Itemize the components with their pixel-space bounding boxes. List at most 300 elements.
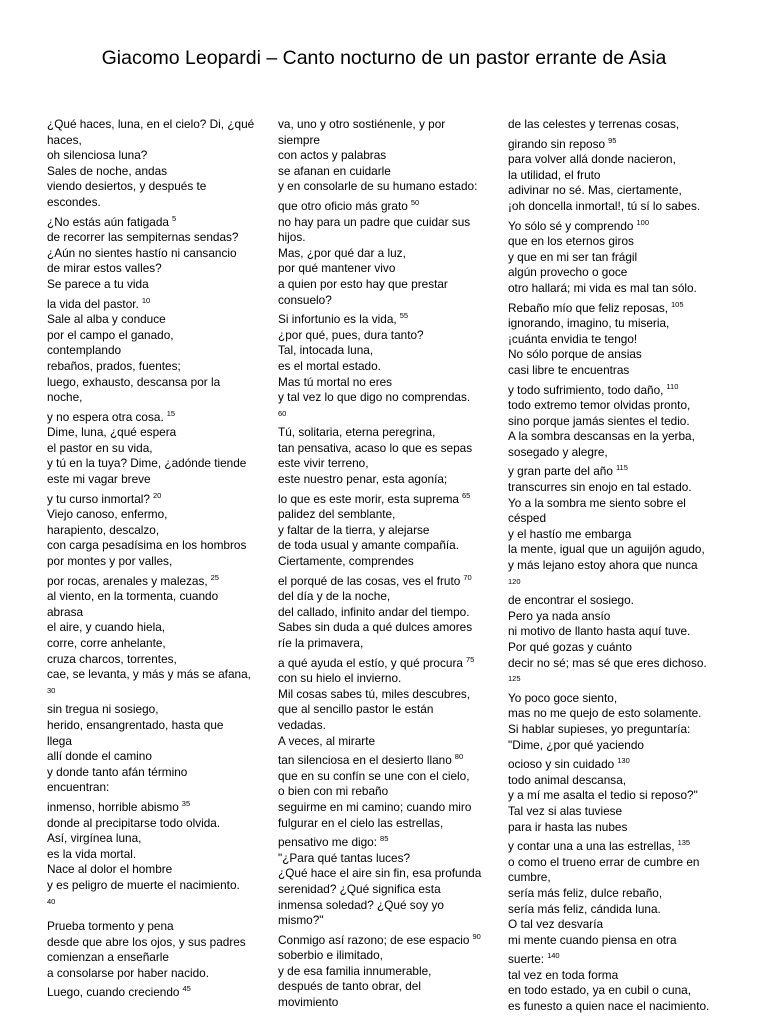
poem-line-text: rebaños, prados, fuentes; [47, 358, 181, 373]
poem-line-text: el porqué de las cosas, ves el fruto [278, 573, 461, 588]
poem-line-text: sino porque jamás sientes el tedio. [508, 413, 690, 428]
poem-line [508, 152, 726, 168]
poem-line [508, 168, 726, 184]
line-number: 5 [171, 213, 177, 223]
poem-line [278, 948, 490, 964]
poem-line [508, 609, 726, 625]
poem-line-text: este mi vagar breve [47, 472, 151, 487]
line-number: 105 [671, 299, 684, 309]
poem-line-text: ¡oh doncella inmortal!, tú sí lo sabes. [508, 198, 701, 213]
poem-line-text: que otro oficio más grato [278, 198, 408, 213]
poem-line [47, 293, 262, 313]
poem-line [278, 507, 490, 523]
poem-line [508, 933, 726, 949]
poem-line-text: cumbre, [508, 870, 551, 885]
poem-line-text: o como el trueno errar de cumbre en [508, 854, 700, 869]
poem-line [47, 605, 262, 621]
poem-line [508, 773, 726, 789]
poem-line [278, 652, 490, 672]
poem-line [47, 312, 262, 328]
poem-line [47, 133, 262, 149]
poem-line [47, 862, 262, 878]
poem-line [47, 718, 262, 734]
poem-line-text: este vivir terreno, [278, 456, 369, 471]
poem-line-text: Conmigo así razono; de ese espacio [278, 932, 470, 947]
poem-line [278, 831, 490, 851]
poem-line [508, 788, 726, 804]
poem-line-text: a quien por esto hay que prestar [278, 276, 448, 291]
poem-line [278, 605, 490, 621]
poem-line-text: comienzan a enseñarle [47, 950, 169, 965]
poem-line [278, 441, 490, 457]
poem-line [508, 117, 726, 133]
poem-line [508, 835, 726, 855]
page-title: Giacomo Leopardi – Canto nocturno de un pastor errante de Asia [101, 47, 667, 69]
poem-line-text: es la vida mortal. [47, 846, 137, 861]
poem-line-text: harapiento, descalzo, [47, 522, 160, 537]
poem-line [47, 919, 262, 935]
poem-line-text: escondes. [47, 194, 101, 209]
line-number: 35 [181, 798, 191, 808]
poem-line [47, 246, 262, 262]
line-number: 85 [380, 834, 389, 844]
poem-line-text: llega [47, 733, 72, 748]
poem-line [278, 784, 490, 800]
poem-line-text: A la sombra descansas en la yerba, [508, 429, 695, 444]
poem-line [47, 538, 262, 554]
poem-line [47, 261, 262, 277]
poem-line [278, 769, 490, 785]
poem-line-text: el pastor en su vida, [47, 440, 153, 455]
poem-line [278, 995, 490, 1011]
poem-line-text: y en consolarle de su humano estado: [278, 179, 478, 194]
poem-line-text: Por qué gozas y cuánto [508, 640, 632, 654]
poem-line [47, 847, 262, 863]
poem-line [508, 820, 726, 836]
poem-line-text: inmensa soledad? ¿Qué soy yo [278, 897, 444, 912]
poem-line-text: mi mente cuando piensa en otra [508, 932, 677, 947]
poem-line [47, 570, 262, 590]
poem-line-text: y es peligro de muerte el nacimiento. [47, 877, 240, 892]
poem-line [47, 179, 262, 195]
line-number: 135 [677, 838, 691, 848]
poem-line-text: Dime, luna, ¿qué espera [47, 425, 177, 440]
poem-line [508, 738, 726, 754]
poem-line-text: el aire, y cuando hiela, [47, 620, 166, 635]
poem-line-text: y tu curso inmortal? [47, 491, 150, 506]
poem-line-text: de recorrer las sempiternas sendas? [47, 230, 239, 245]
poem-line [278, 749, 490, 769]
poem-line-text: serenidad? ¿Qué significa esta [278, 881, 441, 896]
poem-line-text: de toda usual y amante compañía. [278, 538, 460, 553]
line-number: 45 [182, 984, 191, 994]
poem-line-text: Sales de noche, andas [47, 163, 168, 178]
poem-line [47, 749, 262, 765]
poem-line [47, 343, 262, 359]
poem-line-text: cae, se levanta, y más y más se afana, [47, 667, 251, 682]
poem-line-text: y tal vez lo que digo no comprendas. [278, 390, 471, 405]
poem-line [47, 359, 262, 375]
poem-line-text: ¿Qué haces, luna, en el cielo? Di, ¿qué [47, 117, 255, 131]
poem-line-text: va, uno y otro sostiénenle, y por [278, 117, 446, 131]
poem-line [278, 964, 490, 980]
poem-line-text: Así, virgínea luna, [47, 831, 142, 846]
poem-line [278, 866, 490, 882]
poem-line-text: Prueba tormento y pena [47, 919, 174, 934]
poem-line [278, 456, 490, 472]
poem-line-text: y a mí me asalta el tedio si reposo?" [508, 788, 698, 803]
poem-line [508, 983, 726, 999]
poem-line-text: hijos. [278, 230, 306, 245]
poem-line [278, 538, 490, 554]
poem-line-text: ¿Aún no sientes hastío ni cansancio [47, 245, 237, 260]
poem-line [278, 148, 490, 164]
poem-line-text: y el hastío me embarga [508, 526, 632, 541]
line-number [508, 671, 726, 691]
poem-line-text: Mas tú mortal no eres [278, 374, 393, 389]
poem-line-text: o bien con mi rebaño [278, 784, 389, 799]
poem-line-text: Mas, ¿por qué dar a luz, [278, 245, 406, 260]
poem-line-text: con su hielo el invierno. [278, 671, 402, 686]
poem-line [508, 281, 726, 297]
poem-line [508, 558, 726, 574]
poem-line-text: es el mortal estado. [278, 358, 381, 373]
poem-line [47, 164, 262, 180]
poem-line-text: por el campo el ganado, [47, 327, 174, 342]
poem-line [508, 902, 726, 918]
poem-line [278, 277, 490, 293]
poem-line-text: palidez del semblante, [278, 507, 396, 522]
poem-line-text: movimiento [278, 995, 339, 1010]
poem-line [508, 511, 726, 527]
poem-line [508, 133, 726, 153]
poem-line-text: ocioso y sin cuidado [508, 757, 615, 772]
line-number: 100 [636, 217, 649, 227]
poem-line-text: transcurres sin enojo en tal estado. [508, 480, 692, 495]
poem-line [47, 425, 262, 441]
poem-line-text: la mente, igual que un aguijón agudo, [508, 542, 705, 557]
poem-line-text: por montes y por valles, [47, 554, 173, 569]
poem-line-text: otro hallará; mi vida es mal tan sólo. [508, 280, 697, 295]
poem-column-1 [47, 117, 262, 1001]
poem-line [47, 831, 262, 847]
poem-line-text: de las celestes y terrenas cosas, [508, 117, 680, 131]
line-number-label: 30 [47, 685, 56, 695]
poem-line [508, 234, 726, 250]
poem-line-text: sería más feliz, dulce rebaño, [508, 885, 663, 900]
poem-line [508, 398, 726, 414]
line-number [47, 894, 262, 914]
line-number: 140 [547, 951, 560, 961]
line-number: 25 [210, 572, 219, 582]
poem-line [47, 589, 262, 605]
poem-line [508, 250, 726, 266]
poem-line-text: después de tanto obrar, del [278, 979, 421, 994]
poem-line [508, 527, 726, 543]
poem-line [47, 117, 262, 133]
poem-line [278, 702, 490, 718]
poem-line [278, 929, 490, 949]
poem-line [508, 948, 726, 968]
poem-line-text: A veces, al mirarte [278, 733, 376, 748]
poem-line-text: y faltar de la tierra, y alejarse [278, 522, 430, 537]
poem-line-text: Sale al alba y conduce [47, 312, 166, 327]
poem-line [508, 480, 726, 496]
poem-line [508, 917, 726, 933]
poem-line-text: "Dime, ¿por qué yaciendo [508, 737, 644, 752]
poem-line-text: de encontrar el sosiego. [508, 593, 634, 608]
poem-line-text: la vida del pastor. [47, 296, 139, 311]
poem-line-text: Tú, solitaria, eterna peregrina, [278, 425, 436, 440]
poem-line-text: donde al precipitarse todo olvida. [47, 815, 221, 830]
poem-line [47, 328, 262, 344]
poem-line [278, 898, 490, 914]
poem-line-text: y que en mi ser tan frágil [508, 249, 638, 264]
poem-line [47, 935, 262, 951]
poem-line-text: es funesto a quien nace el nacimiento. [508, 999, 710, 1014]
poem-line-text: desde que abre los ojos, y sus padres [47, 934, 246, 949]
poem-line-text: Luego, cuando creciendo [47, 985, 180, 1000]
poem-line-text: Nace al dolor el hombre [47, 862, 173, 877]
poem-line [47, 734, 262, 750]
poem-line-text: Pero ya nada ansío [508, 608, 611, 623]
poem-line-text: todo animal descansa, [508, 772, 627, 787]
poem-line [278, 328, 490, 344]
poem-line-text: Sabes sin duda a qué dulces amores [278, 620, 473, 635]
poem-line [508, 414, 726, 430]
poem-line-text: soberbio e ilimitado, [278, 948, 383, 963]
poem-line-text: ríe la primavera, [278, 636, 364, 650]
poem-line-text: y más lejano estoy ahora que nunca [508, 558, 698, 573]
poem-line [47, 277, 262, 293]
line-number: 80 [454, 752, 464, 762]
poem-line-text: suerte: [508, 952, 545, 967]
poem-line-text: encuentran: [47, 780, 110, 795]
poem-line-text: pensativo me digo: [278, 835, 378, 850]
poem-column-3 [508, 117, 726, 1015]
line-number-label: 120 [508, 576, 521, 586]
line-number: 95 [608, 135, 617, 145]
poem-line-text: Tal vez si alas tuviese [508, 803, 623, 818]
poem-line [278, 734, 490, 750]
poem-line [47, 554, 262, 570]
poem-line-text: del día y de la noche, [278, 589, 391, 604]
poem-line-text: ni motivo de llanto hasta aquí tuve. [508, 624, 691, 639]
poem-line [278, 195, 490, 215]
poem-line [508, 429, 726, 445]
poem-line [508, 593, 726, 609]
poem-line-text: la utilidad, el fruto [508, 167, 601, 182]
poem-line-text: fulgurar en el cielo las estrellas, [278, 815, 444, 830]
poem-line-text: abrasa [47, 604, 84, 619]
poem-line-text: al viento, en la tormenta, cuando [47, 589, 219, 604]
poem-line [278, 620, 490, 636]
line-number: 55 [399, 311, 409, 321]
poem-line [278, 343, 490, 359]
poem-line-text: lo que es este morir, esta suprema [278, 491, 459, 506]
poem-line [278, 851, 490, 867]
poem-line [47, 702, 262, 718]
poem-line-text: en todo estado, ya en cubil o cuna, [508, 983, 691, 998]
poem-line [278, 979, 490, 995]
line-number-label: 40 [47, 896, 56, 906]
poem-line [278, 800, 490, 816]
poem-line-text: tan pensativa, acaso lo que es sepas [278, 440, 473, 455]
poem-line [508, 183, 726, 199]
poem-line-text: que en su confín se une con el cielo, [278, 768, 470, 783]
poem-line-text: allí donde el camino [47, 749, 152, 764]
poem-line [278, 488, 490, 508]
poem-line-text: y gran parte del año [508, 464, 613, 479]
poem-line-text: no hay para un padre que cuidar sus [278, 214, 471, 229]
poem-line-text: ¿No estás aún fatigada [47, 214, 169, 229]
poem-line-text: sin tregua ni sosiego, [47, 702, 159, 717]
poem-line-text: inmenso, horrible abismo [47, 799, 179, 814]
poem-line-text: sosegado y alegre, [508, 444, 608, 459]
poem-line-text: césped [508, 511, 547, 526]
poem-line [47, 390, 262, 406]
poem-line-text: girando sin reposo [508, 136, 606, 151]
poem-line [278, 425, 490, 441]
poem-line-text: se afanan en cuidarle [278, 163, 391, 178]
poem-line [47, 620, 262, 636]
poem-line [278, 570, 490, 590]
poem-line [47, 780, 262, 796]
line-number: 70 [463, 572, 472, 582]
poem-line [508, 379, 726, 399]
poem-line-text: Yo poco goce siento, [508, 690, 618, 705]
poem-line-text: con actos y palabras [278, 148, 387, 163]
poem-line-text: Si infortunio es la vida, [278, 312, 397, 327]
line-number [508, 574, 726, 594]
poem-line-text: viendo desiertos, y después te [47, 179, 207, 194]
poem-line [47, 195, 262, 211]
poem-line-text: casi libre te encuentras [508, 362, 630, 377]
poem-line-text: del callado, infinito andar del tiempo. [278, 604, 470, 619]
poem-line [278, 687, 490, 703]
poem-line [508, 999, 726, 1015]
poem-line [47, 230, 262, 246]
poem-line [278, 359, 490, 375]
poem-line [508, 804, 726, 820]
line-number: 50 [410, 197, 420, 207]
poem-line [47, 523, 262, 539]
poem-line [47, 796, 262, 816]
poem-line [508, 460, 726, 480]
poem-line-text: y donde tanto afán término [47, 764, 188, 779]
poem-line-text: noche, [47, 390, 83, 405]
poem-line-text: contemplando [47, 343, 122, 358]
poem-line [278, 164, 490, 180]
poem-line-text: haces, [47, 132, 82, 147]
poem-line-text: todo extremo temor olvidas pronto, [508, 398, 691, 413]
poem-line [508, 870, 726, 886]
poem-line [508, 640, 726, 656]
poem-line [47, 148, 262, 164]
poem-line [47, 950, 262, 966]
poem-line [278, 261, 490, 277]
poem-line-text: a consolarse por haber nacido. [47, 965, 209, 980]
poem-line-text: oh silenciosa luna? [47, 148, 148, 163]
poem-line [278, 882, 490, 898]
line-number-label: 60 [278, 408, 287, 418]
poem-line-text: para volver allá donde nacieron, [508, 152, 676, 167]
poem-line [47, 816, 262, 832]
poem-line-text: Yo sólo sé y comprendo [508, 218, 634, 233]
line-number [278, 406, 490, 426]
poem-line-text: ¿Qué hace el aire sin fin, esa profunda [278, 866, 482, 881]
poem-line-text: y no espera otra cosa. [47, 409, 164, 424]
poem-line-text: que al sencillo pastor le están [278, 702, 434, 717]
poem-line [508, 496, 726, 512]
poem-line-text: por rocas, arenales y malezas, [47, 573, 208, 588]
poem-line [278, 179, 490, 195]
line-number: 90 [472, 931, 481, 941]
poem-line [508, 855, 726, 871]
poem-line-text: a qué ayuda el estío, y qué procura [278, 655, 463, 670]
poem-line-text: mismo?" [278, 913, 324, 928]
poem-line [508, 722, 726, 738]
poem-line-text: y todo sufrimiento, todo daño, [508, 382, 664, 397]
poem-line [278, 718, 490, 734]
poem-line [47, 636, 262, 652]
poem-line [508, 706, 726, 722]
poem-line [508, 691, 726, 707]
poem-line-text: y de esa familia innumerable, [278, 963, 432, 978]
poem-line [508, 347, 726, 363]
poem-line-text: luego, exhausto, descansa por la [47, 374, 221, 389]
line-number: 10 [141, 295, 151, 305]
poem-line-text: Viejo canoso, enfermo, [47, 507, 168, 522]
poem-line-text: mas no me quejo de esto solamente. [508, 706, 702, 721]
poem-line [47, 765, 262, 781]
poem-line [508, 215, 726, 235]
poem-line [508, 316, 726, 332]
poem-line [47, 375, 262, 391]
poem-line [508, 753, 726, 773]
poem-line [278, 293, 490, 309]
poem-line [278, 589, 490, 605]
poem-line-text: que en los eternos giros [508, 234, 634, 249]
poem-line [278, 671, 490, 687]
poem-line [508, 265, 726, 281]
poem-line-text: y tú en la tuya? Dime, ¿adónde tiende [47, 456, 247, 471]
poem-line [508, 363, 726, 379]
poem-line [47, 441, 262, 457]
poem-line [278, 554, 490, 570]
poem-line-text: Mil cosas sabes tú, miles descubres, [278, 686, 471, 701]
poem-line [278, 390, 490, 406]
poem-line [47, 652, 262, 668]
poem-line [47, 488, 262, 508]
poem-line-text: Se parece a tu vida [47, 276, 149, 291]
poem-line-text: decir no sé; mas sé que eres dichoso. [508, 655, 707, 670]
poem-line-text: consuelo? [278, 292, 332, 307]
poem-line-text: No sólo porque de ansias [508, 347, 642, 362]
poem-line [47, 456, 262, 472]
poem-line [508, 656, 726, 672]
poem-line-text: Ciertamente, comprendes [278, 554, 414, 569]
poem-line-text: Yo a la sombra me siento sobre el [508, 495, 686, 510]
poem-line [278, 246, 490, 262]
line-number: 130 [617, 756, 630, 766]
poem-line [278, 913, 490, 929]
poem-line-text: Si hablar supieses, yo preguntaría: [508, 721, 691, 736]
poem-line [508, 968, 726, 984]
line-number: 115 [615, 463, 628, 473]
poem-line-text: cruza charcos, torrentes, [47, 651, 177, 666]
line-number: 20 [152, 490, 162, 500]
